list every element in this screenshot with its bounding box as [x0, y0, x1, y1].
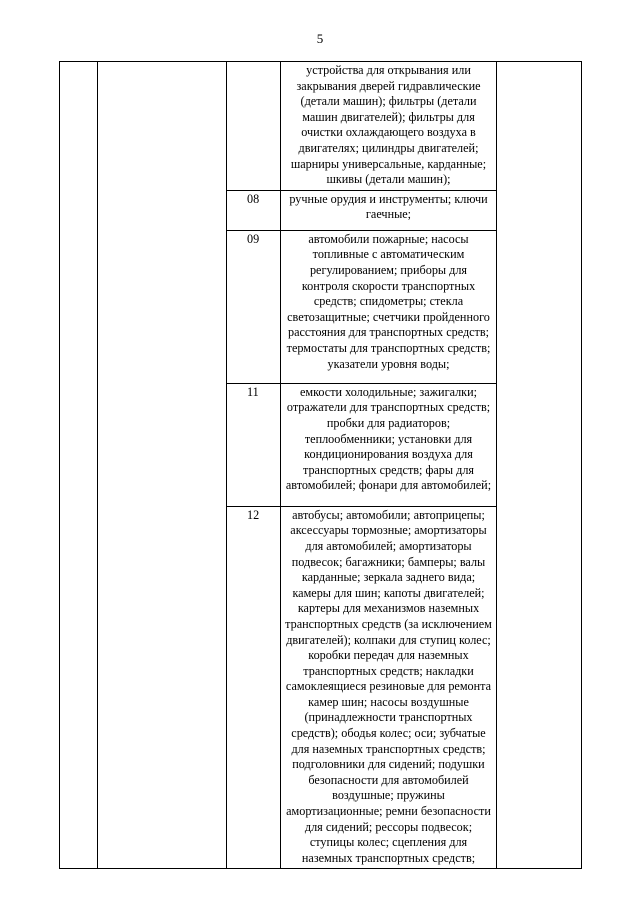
- goods-list-cell: емкости холодильные; зажигалки; отражатели для транспортных средств; пробки для радиаторов; теплообменники; установки для кондиционирования воздуха для транспортных средств; фары для автомобилей; фонари для автомобилей;: [281, 383, 497, 506]
- blank-cell-col5: [497, 62, 582, 869]
- goods-list-cell: автомобили пожарные; насосы топливные с автоматическим регулированием; приборы для контроля скорости транспортных средств; спидометры; стекла светозащитные; счетчики пройденного расстояния для транспортных средств; термостаты для транспортных средств; указатели уровня воды;: [281, 230, 497, 383]
- goods-list-cell: автобусы; автомобили; автоприцепы; аксессуары тормозные; амортизаторы для автомобилей; амортизаторы подвесок; багажники; бамперы; валы карданные; зеркала заднего вида; камеры для шин; капоты двигателей; картеры для механизмов наземных транспортных средств (за исключением двигателей); колпаки для ступиц колес; коробки передач для наземных транспортных средств; накладки самоклеящиеся резиновые для ремонта камер шин; насосы воздушные (принадлежности транспортных средств); ободья колес; оси; зубчатые для наземных транспортных средств; подголовники для сидений; подушки безопасности для автомобилей воздушные; пружины амортизационные; ремни безопасности для сидений; рессоры подвесок; ступицы колес; сцепления для наземных транспортных средств;: [281, 506, 497, 869]
- table-row: [60, 62, 582, 191]
- class-number-cell: 08: [227, 190, 281, 230]
- class-number-cell: 11: [227, 383, 281, 506]
- goods-list-cell: устройства для открывания или закрывания дверей гидравлические (детали машин); фильтры (детали машин двигателей); фильтры для очистки охлаждающего воздуха в двигателях; цилиндры двигателей; шарниры универсальные, карданные; шкивы (детали машин);: [281, 62, 497, 191]
- goods-table: [59, 61, 582, 869]
- page-number: 5: [316, 31, 324, 46]
- blank-cell-col1: [60, 62, 98, 869]
- goods-list-cell: ручные орудия и инструменты; ключи гаечные;: [281, 190, 497, 230]
- blank-cell-col2: [98, 62, 227, 869]
- class-number-cell: [227, 62, 281, 191]
- class-number-cell: 09: [227, 230, 281, 383]
- class-number-cell: 12: [227, 506, 281, 869]
